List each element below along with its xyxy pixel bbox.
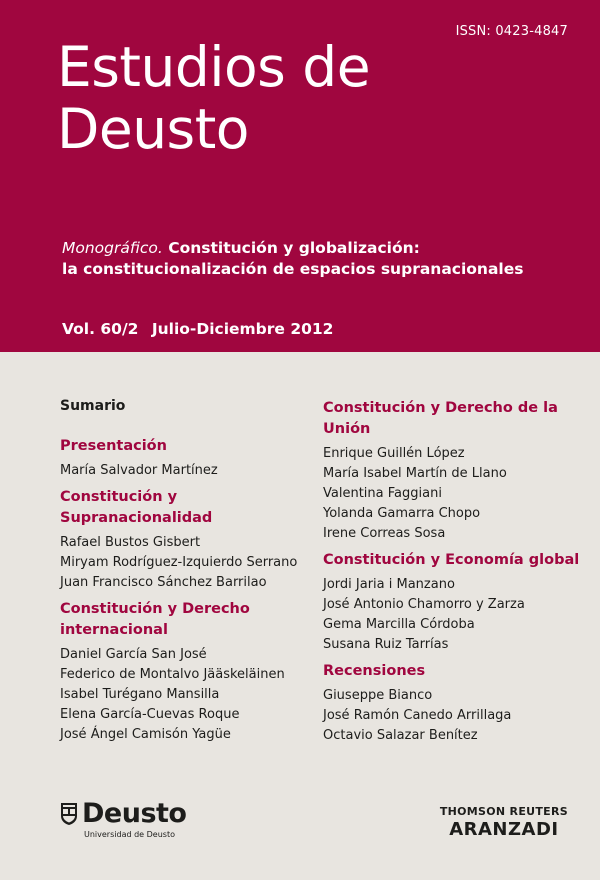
author-name: Valentina Faggiani [323,486,442,501]
section-title: Constitución y Derecho de la Unión [323,400,558,437]
author-name: Miryam Rodríguez-Izquierdo Serrano [60,555,298,570]
author-name: María Isabel Martín de Llano [323,466,507,481]
section [60,436,320,481]
author-name: Irene Correas Sosa [323,526,446,541]
publisher-bottom: ARANZADI [449,819,559,840]
section [60,599,320,745]
author-name: María Salvador Martínez [60,463,218,478]
author-name: Gema Marcilla Córdoba [323,617,475,632]
author-name: José Ramón Canedo Arrillaga [323,708,512,723]
volume-info [62,320,341,338]
author-name: José Antonio Chamorro y Zarza [323,597,525,612]
author-name: Elena García-Cuevas Roque [60,707,240,722]
section [323,661,593,746]
issn: ISSN: 0423-4847 [455,24,568,39]
author-name: Susana Ruiz Tarrías [323,637,449,652]
deusto-logo [60,800,186,839]
author-name: Octavio Salazar Benítez [323,728,478,743]
author-name: Yolanda Gamarra Chopo [323,506,481,521]
publisher-top: THOMSON REUTERS [439,805,568,818]
section-title: Constitución y Economía global [323,552,580,568]
publisher-logo [440,805,568,840]
section-title: Constitución y Derecho internacional [60,601,250,638]
author-name: Rafael Bustos Gisbert [60,535,201,550]
section [323,550,593,655]
period: Julio-Diciembre 2012 [151,320,334,338]
sumario-heading: Sumario [60,398,126,414]
section-title: Constitución y Supranacionalidad [60,489,213,526]
shield-icon [60,802,78,826]
deusto-wordmark: Deusto [82,798,187,829]
author-name: Juan Francisco Sánchez Barrilao [60,575,267,590]
author-name: José Ángel Camisón Yagüe [60,727,231,742]
cover-header [0,0,600,352]
section [323,398,593,544]
section [60,487,320,593]
deusto-subtitle: Universidad de Deusto [84,830,175,839]
monograph [62,238,523,280]
title-line-2: Deusto [57,97,249,161]
monograph-title-1: Constitución y globalización: [168,239,420,257]
monograph-title-2: la constitucionalización de espacios supranacionales [62,260,524,278]
author-name: Jordi Jaria i Manzano [323,577,455,592]
monograph-label: Monográfico. [62,239,163,257]
author-name: Federico de Montalvo Jääskeläinen [60,667,285,682]
volume: Vol. 60/2 [62,320,139,338]
title-line-1: Estudios de [57,35,371,99]
contents-left [60,398,320,751]
section-title: Presentación [60,438,167,454]
author-name: Giuseppe Bianco [323,688,433,703]
contents-right [323,398,593,752]
section-title: Recensiones [323,663,426,679]
author-name: Isabel Turégano Mansilla [60,687,220,702]
author-name: Enrique Guillén López [323,446,465,461]
author-name: Daniel García San José [60,647,207,662]
journal-title [57,36,370,160]
